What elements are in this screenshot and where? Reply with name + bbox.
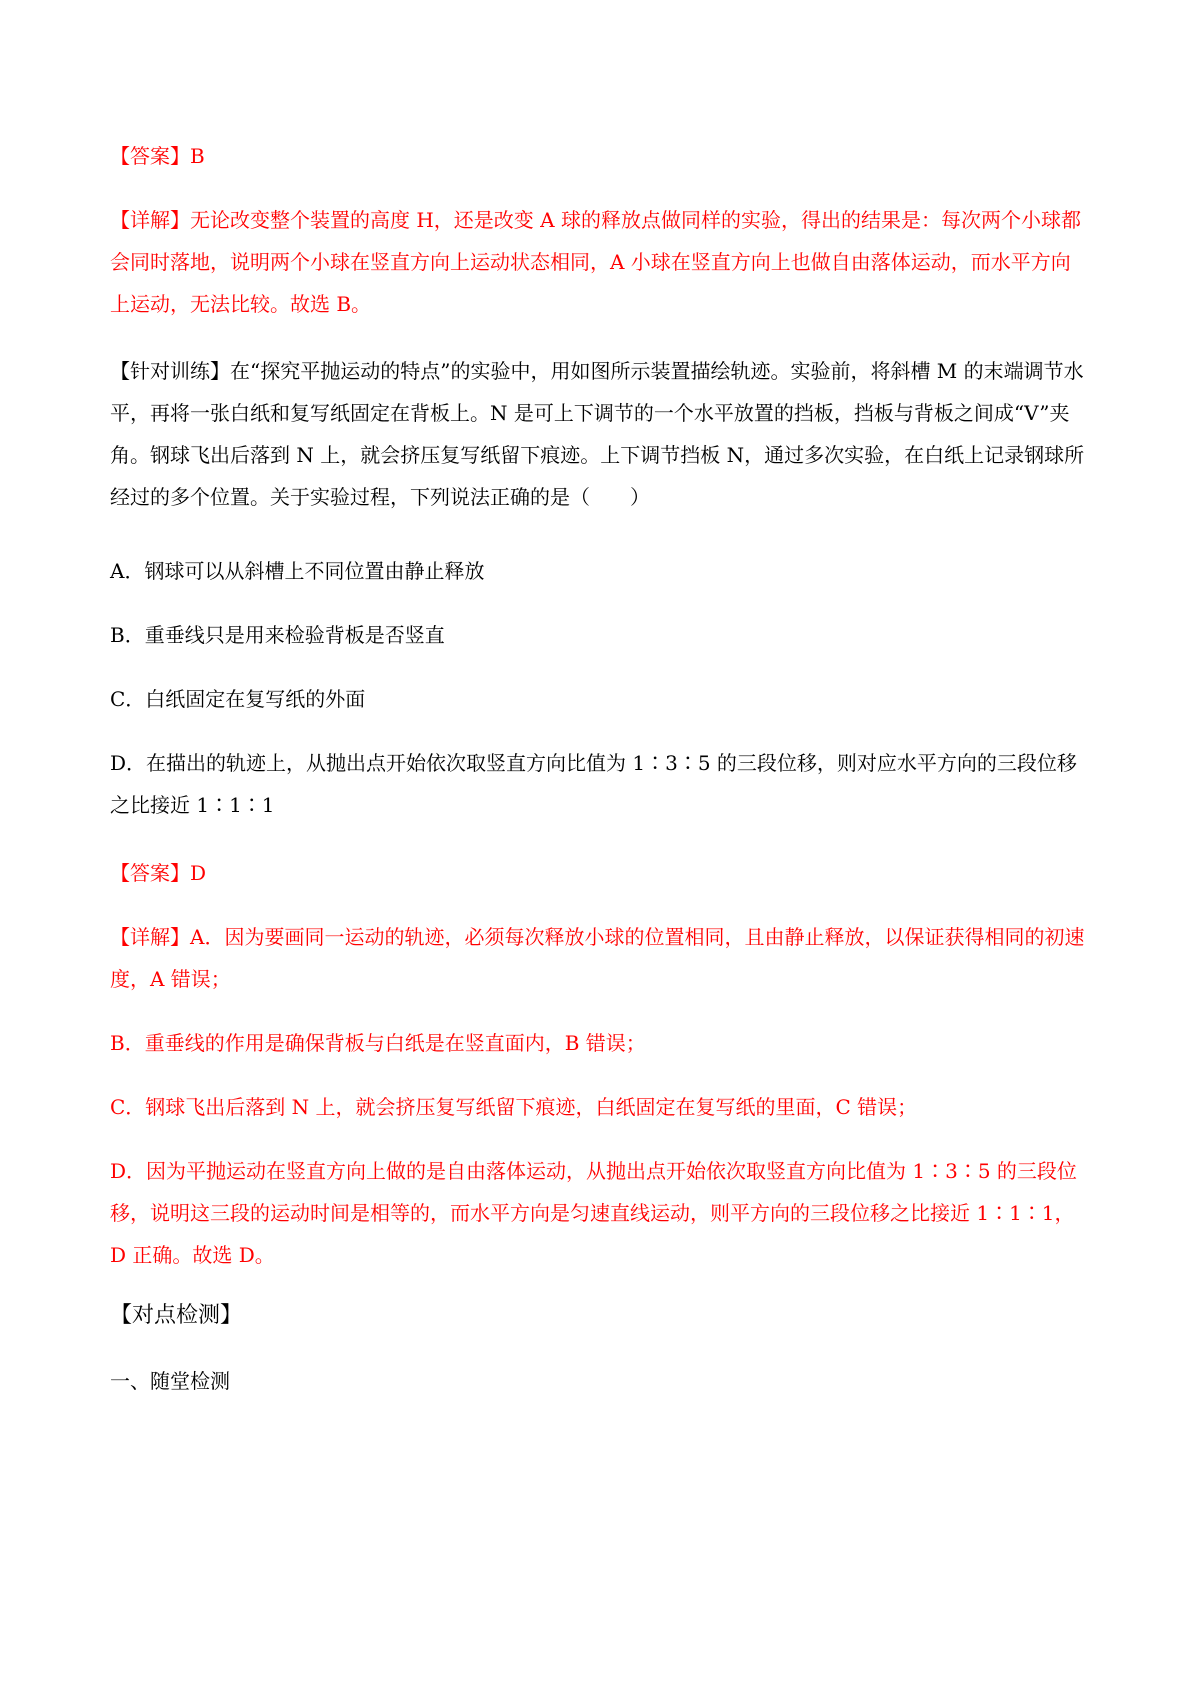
q1-detail-label: 【详解】: [110, 208, 190, 232]
q2-answer-label: 【答案】: [110, 861, 190, 885]
q2-answer: [110, 852, 1090, 894]
q1-detail: [110, 199, 1090, 325]
option-b: B．重垂线只是用来检验背板是否竖直: [110, 623, 445, 647]
training-label: 【针对训练】: [110, 359, 230, 383]
section-title: 【对点检测】: [110, 1303, 243, 1328]
option-d: D．在描出的轨迹上，从抛出点开始依次取竖直方向比值为 1∶3∶5 的三段位移，则对应水平方向的三段位移之比接近 1∶1∶1: [110, 751, 1077, 817]
q1-answer-value: B: [190, 144, 205, 168]
training-stem: [110, 350, 1090, 518]
q1-answer-label: 【答案】: [110, 144, 190, 168]
q2-detail-c: C．钢球飞出后落到 N 上，就会挤压复写纸留下痕迹，白纸固定在复写纸的里面，C 错误；: [110, 1095, 918, 1119]
q1-detail-text: 无论改变整个装置的高度 H，还是改变 A 球的释放点做同样的实验，得出的结果是：每次两个小球都会同时落地，说明两个小球在竖直方向上运动状态相同，A 小球在竖直方向上也做自由落体运动，而水平方向上运动，无法比较。故选 B。: [110, 208, 1081, 316]
q2-detail-line-a: A．因为要画同一运动的轨迹，必须每次释放小球的位置相同，且由静止释放，以保证获得相同的初速度，A 错误；: [110, 925, 1085, 991]
section-subtitle: 一、随堂检测: [110, 1369, 230, 1393]
q2-detail-d: D．因为平抛运动在竖直方向上做的是自由落体运动，从抛出点开始依次取竖直方向比值为 1∶3∶5 的三段位移，说明这三段的运动时间是相等的，而水平方向是匀速直线运动，则平方向的三段位移之比接近 1∶1∶1，D 正确。故选 D。: [110, 1159, 1077, 1267]
q2-detail-label: 【详解】: [110, 925, 190, 949]
q1-answer: [110, 135, 1090, 177]
option-c: C．白纸固定在复写纸的外面: [110, 687, 366, 711]
q2-detail-a: [110, 916, 1090, 1000]
option-a: A．钢球可以从斜槽上不同位置由静止释放: [110, 559, 485, 583]
training-stem-text: 在“探究平抛运动的特点”的实验中，用如图所示装置描绘轨迹。实验前，将斜槽 M 的末端调节水平，再将一张白纸和复写纸固定在背板上。N 是可上下调节的一个水平放置的挡板，挡板与背板之间成“V”夹角。钢球飞出后落到 N 上，就会挤压复写纸留下痕迹。上下调节挡板 N，通过多次实验，在白纸上记录钢球所经过的多个位置。关于实验过程，下列说法正确的是（ ）: [110, 359, 1085, 509]
q2-answer-value: D: [190, 861, 207, 885]
q2-detail-b: B．重垂线的作用是确保背板与白纸是在竖直面内，B 错误；: [110, 1031, 646, 1055]
